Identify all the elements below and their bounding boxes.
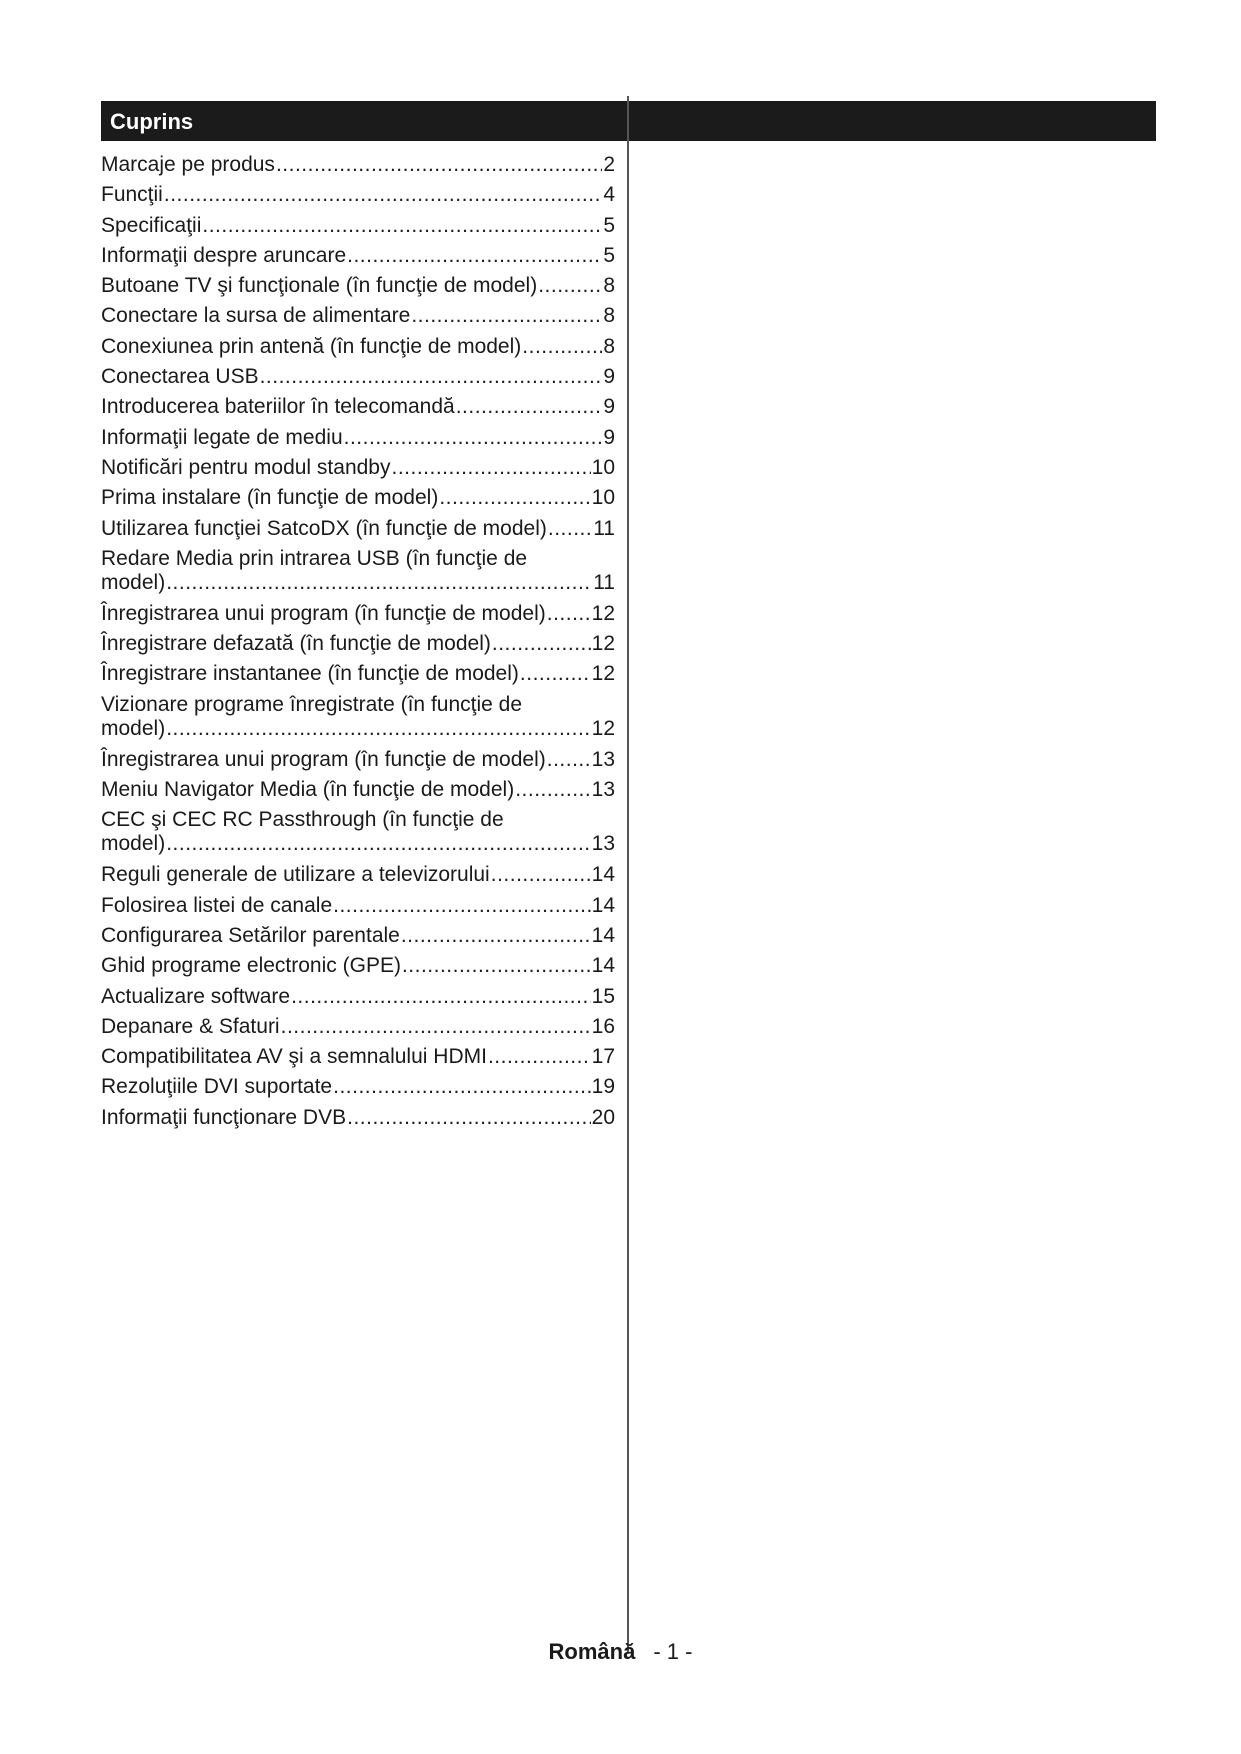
toc-entry-page: 14 (591, 863, 615, 887)
toc-entry-page: 8 (603, 274, 615, 298)
toc-entry-page: 16 (591, 1014, 615, 1038)
toc-dot-leader (491, 862, 591, 887)
toc-entry-title: Informaţii despre aruncare (101, 243, 347, 267)
toc-entry[interactable] (101, 546, 615, 599)
toc-entry-title: Butoane TV şi funcţionale (în funcţie de model) (101, 274, 538, 298)
toc-entry[interactable] (101, 394, 615, 424)
toc-dot-leader (333, 893, 591, 918)
toc-entry[interactable] (101, 455, 615, 485)
toc-dot-leader (166, 570, 592, 595)
toc-entry-page: 8 (603, 304, 615, 328)
toc-dot-leader (202, 213, 602, 238)
toc-entry-title: Informaţii funcţionare DVB (101, 1105, 347, 1129)
toc-entry-page: 12 (591, 632, 615, 656)
toc-entry[interactable] (101, 152, 615, 182)
toc-entry-page: 14 (591, 954, 615, 978)
toc-entry-title: Compatibilitatea AV şi a semnalului HDMI (101, 1045, 487, 1069)
toc-entry[interactable] (101, 692, 615, 745)
toc-entry-page: 12 (591, 662, 615, 686)
toc-entry-title: Înregistrarea unui program (în funcţie de model) (101, 601, 546, 625)
toc-entry-page: 14 (591, 893, 615, 917)
table-of-contents (101, 152, 615, 1135)
toc-entry-title: Introducerea bateriilor în telecomandă (101, 395, 455, 419)
toc-entry-page: 4 (603, 183, 615, 207)
toc-entry-page: 12 (591, 716, 615, 740)
toc-entry[interactable] (101, 984, 615, 1014)
toc-entry-title: Informaţii legate de mediu (101, 425, 343, 449)
toc-dot-leader (411, 303, 602, 328)
toc-entry-page: 13 (591, 832, 615, 856)
toc-entry-title: Specificaţii (101, 213, 202, 237)
toc-dot-leader (538, 273, 602, 298)
toc-entry[interactable] (101, 364, 615, 394)
toc-entry[interactable] (101, 1044, 615, 1074)
toc-entry-title: CEC şi CEC RC Passthrough (în funcţie de (101, 808, 504, 832)
toc-entry[interactable] (101, 631, 615, 661)
toc-dot-leader (281, 1014, 591, 1039)
toc-entry[interactable] (101, 1105, 615, 1135)
toc-dot-leader (260, 364, 603, 389)
toc-entry[interactable] (101, 485, 615, 515)
toc-entry-page: 9 (603, 425, 615, 449)
toc-entry[interactable] (101, 661, 615, 691)
toc-entry-title: Configurarea Setărilor parentale (101, 923, 400, 947)
toc-entry[interactable] (101, 516, 615, 546)
toc-entry-title: Ghid programe electronic (GPE) (101, 954, 401, 978)
toc-entry[interactable] (101, 213, 615, 243)
toc-entry[interactable] (101, 953, 615, 983)
toc-dot-leader (166, 831, 590, 856)
toc-entry-page: 14 (591, 923, 615, 947)
toc-entry[interactable] (101, 243, 615, 273)
toc-entry-page: 13 (591, 747, 615, 771)
toc-dot-leader (402, 953, 591, 978)
toc-entry-title: Utilizarea funcţiei SatcoDX (în funcţie de model) (101, 516, 547, 540)
section-title: Cuprins (110, 109, 194, 134)
toc-dot-leader (488, 1044, 591, 1069)
toc-entry-title: Actualizare software (101, 984, 291, 1008)
toc-dot-leader (456, 394, 603, 419)
toc-dot-leader (522, 334, 602, 359)
toc-entry-page: 2 (603, 153, 615, 176)
column-divider (627, 96, 629, 1652)
toc-entry-title: Depanare & Sfaturi (101, 1014, 280, 1038)
toc-entry[interactable] (101, 777, 615, 807)
toc-entry-page: 15 (591, 984, 615, 1008)
toc-entry[interactable] (101, 1074, 615, 1104)
toc-dot-leader (276, 152, 602, 177)
toc-entry-page: 17 (591, 1045, 615, 1069)
footer-page-number: - 1 - (653, 1639, 693, 1664)
toc-dot-leader (391, 455, 590, 480)
toc-entry[interactable] (101, 425, 615, 455)
toc-dot-leader (548, 516, 592, 541)
toc-dot-leader (547, 747, 591, 772)
toc-entry-page: 10 (591, 455, 615, 479)
toc-dot-leader (347, 1105, 591, 1130)
toc-dot-leader (515, 777, 590, 802)
toc-dot-leader (347, 243, 602, 268)
toc-dot-leader (439, 485, 590, 510)
toc-entry-title: Reguli generale de utilizare a televizorului (101, 863, 490, 887)
toc-entry-title: Înregistrare instantanee (în funcţie de model) (101, 662, 519, 686)
toc-entry-title: Notificări pentru modul standby (101, 455, 391, 479)
toc-dot-leader (520, 661, 591, 686)
toc-dot-leader (164, 182, 602, 207)
toc-entry[interactable] (101, 1014, 615, 1044)
toc-entry-page: 19 (591, 1075, 615, 1099)
toc-entry-title: Folosirea listei de canale (101, 893, 333, 917)
toc-dot-leader (492, 631, 591, 656)
toc-entry-title: Meniu Navigator Media (în funcţie de model) (101, 778, 515, 802)
toc-entry-title: Vizionare programe înregistrate (în funcţie de (101, 692, 523, 716)
toc-entry-title-continued: model) (101, 832, 166, 856)
toc-entry-page: 5 (603, 243, 615, 267)
toc-entry-title: Înregistrarea unui program (în funcţie de model) (101, 747, 546, 771)
toc-entry-page: 10 (591, 486, 615, 510)
toc-entry-title: Conectarea USB (101, 365, 259, 389)
toc-entry-title: Înregistrare defazată (în funcţie de model) (101, 632, 491, 656)
toc-entry-title: Prima instalare (în funcţie de model) (101, 486, 439, 510)
toc-entry-page: 11 (593, 570, 615, 594)
toc-entry[interactable] (101, 182, 615, 212)
toc-entry-page: 8 (603, 334, 615, 358)
toc-dot-leader (291, 984, 591, 1009)
toc-dot-leader (401, 923, 591, 948)
toc-dot-leader (166, 716, 590, 741)
toc-entry-page: 9 (603, 365, 615, 389)
toc-entry[interactable] (101, 747, 615, 777)
toc-entry[interactable] (101, 807, 615, 860)
toc-entry-title-continued: model) (101, 716, 166, 740)
toc-entry[interactable] (101, 893, 615, 923)
toc-entry-title: Marcaje pe produs (101, 153, 275, 176)
toc-dot-leader (344, 425, 603, 450)
toc-entry-title: Conectare la sursa de alimentare (101, 304, 411, 328)
page-footer (0, 1639, 1241, 1665)
toc-entry[interactable] (101, 601, 615, 631)
toc-entry-title: Funcţii (101, 183, 163, 207)
toc-entry-page: 9 (603, 395, 615, 419)
toc-entry-title-continued: model) (101, 570, 166, 594)
toc-entry[interactable] (101, 862, 615, 892)
toc-entry-page: 12 (591, 601, 615, 625)
toc-entry-title: Redare Media prin intrarea USB (în funcţie de (101, 546, 528, 570)
toc-dot-leader (333, 1074, 591, 1099)
footer-language: Română (548, 1639, 636, 1664)
toc-dot-leader (547, 601, 591, 626)
toc-entry-title: Conexiunea prin antenă (în funcţie de model) (101, 334, 522, 358)
toc-entry[interactable] (101, 273, 615, 303)
toc-entry[interactable] (101, 923, 615, 953)
toc-entry-page: 20 (591, 1105, 615, 1129)
toc-entry-page: 13 (591, 778, 615, 802)
toc-entry[interactable] (101, 334, 615, 364)
toc-entry-page: 11 (593, 516, 615, 540)
toc-entry-page: 5 (603, 213, 615, 237)
toc-entry[interactable] (101, 303, 615, 333)
toc-entry-title: Rezoluţiile DVI suportate (101, 1075, 333, 1099)
